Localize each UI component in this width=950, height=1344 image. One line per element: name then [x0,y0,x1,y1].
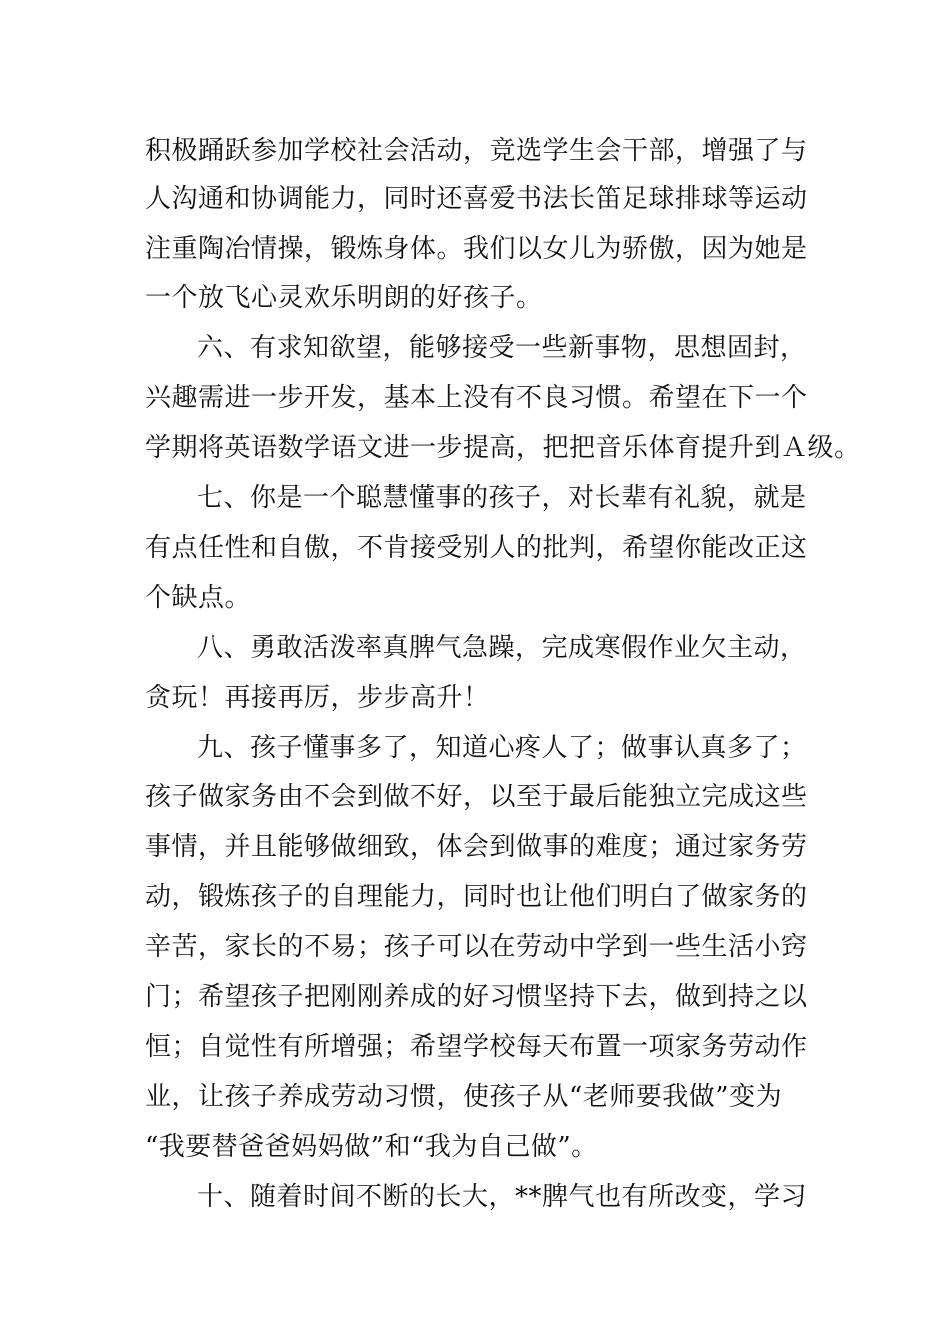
text-line: 人沟通和协调能力，同时还喜爱书法长笛足球排球等运动 [145,184,808,214]
text-line: 有点任性和自傲，不肯接受别人的批判，希望你能改正这 [145,533,808,563]
paragraph-nine-start: 九、孩子懂事多了，知道心疼人了；做事认真多了； [197,733,807,763]
text-line: 业，让孩子养成劳动习惯，使孩子从“老师要我做”变为 [145,1082,783,1112]
text-line: 事情，并且能够做细致，体会到做事的难度；通过家务劳 [145,832,808,862]
text-line: 孩子做家务由不会到做不好，以至于最后能独立完成这些 [145,782,808,812]
paragraph-six-start: 六、有求知欲望，能够接受一些新事物，思想固封， [197,333,807,363]
paragraph-eight-start: 八、勇敢活泼率真脾气急躁，完成寒假作业欠主动， [197,633,807,663]
text-line: 注重陶冶情操，锻炼身体。我们以女儿为骄傲，因为她是 [145,234,808,264]
text-line: 恒；自觉性有所增强；希望学校每天布置一项家务劳动作 [145,1032,808,1062]
text-line: “我要替爸爸妈妈做”和“我为自己做”。 [145,1132,598,1162]
text-line: 动，锻炼孩子的自理能力，同时也让他们明白了做家务的 [145,882,808,912]
text-line: 兴趣需进一步开发，基本上没有不良习惯。希望在下一个 [145,383,808,413]
text-line: 贪玩！再接再厉，步步高升！ [145,683,490,713]
text-line: 一个放飞心灵欢乐明朗的好孩子。 [145,283,543,313]
text-line: 学期将英语数学语文进一步提高，把把音乐体育提升到Ａ级。 [145,433,861,463]
text-line: 辛苦，家长的不易；孩子可以在劳动中学到一些生活小窍 [145,932,808,962]
text-line: 门；希望孩子把刚刚养成的好习惯坚持下去，做到持之以 [145,982,808,1012]
text-line: 个缺点。 [145,583,252,613]
paragraph-ten-start: 十、随着时间不断的长大，**脾气也有所改变，学习 [197,1182,808,1212]
paragraph-seven-start: 七、你是一个聪慧懂事的孩子，对长辈有礼貌，就是 [197,483,807,513]
text-line: 积极踊跃参加学校社会活动，竞选学生会干部，增强了与 [145,136,808,166]
